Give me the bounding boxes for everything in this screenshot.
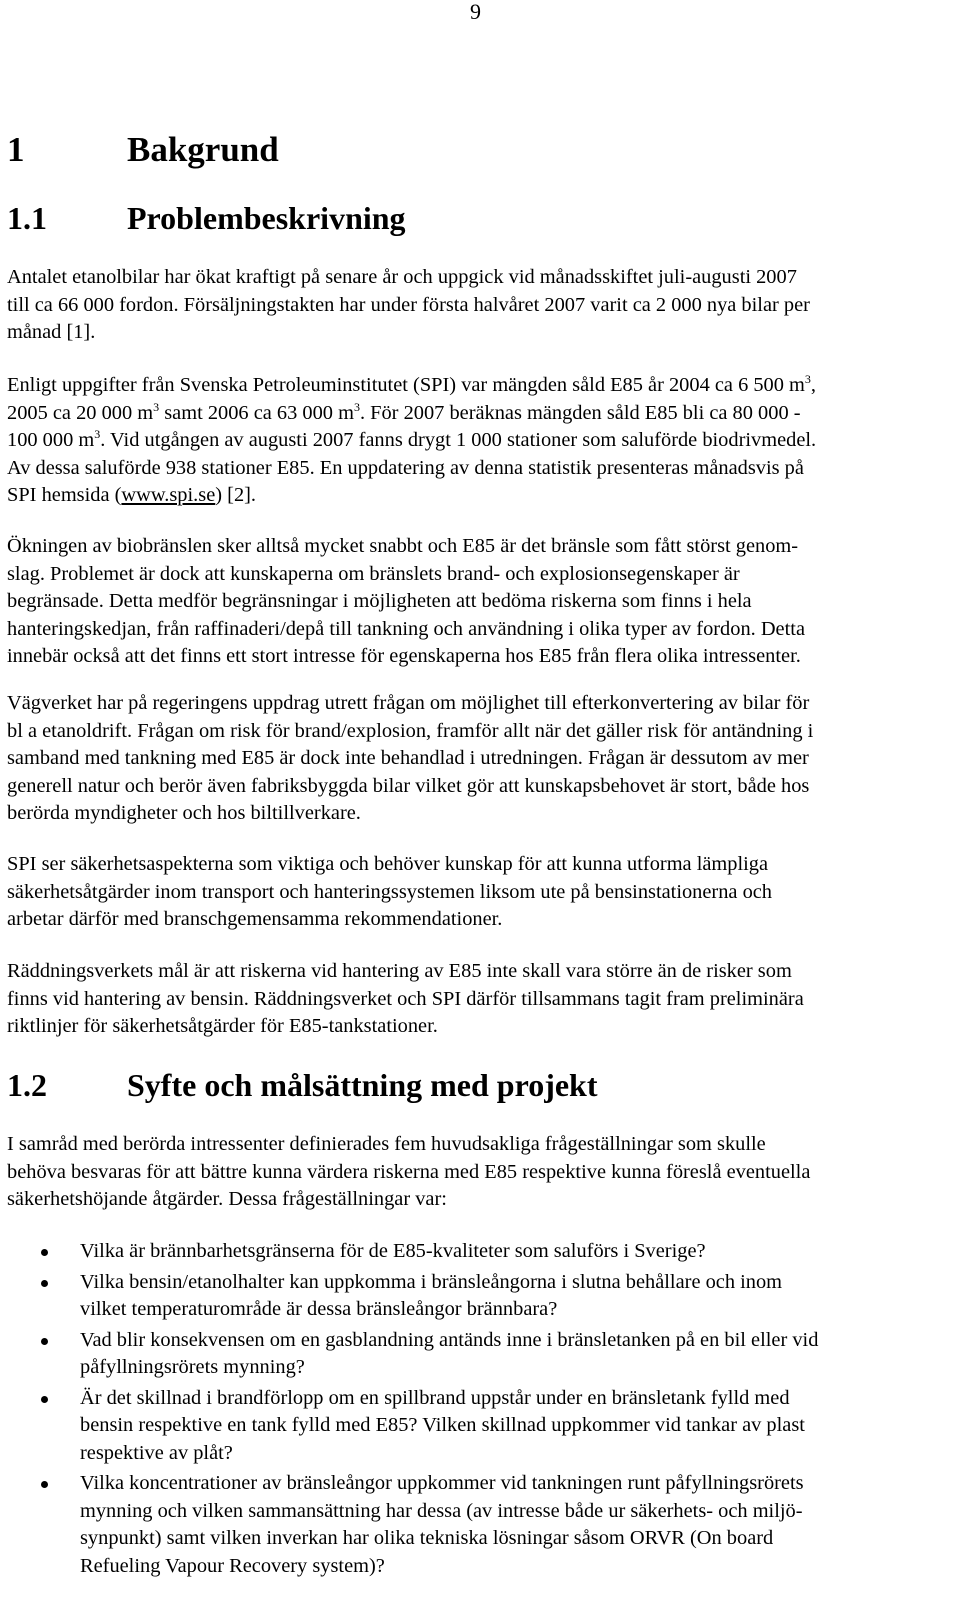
spi-website-link[interactable]: www.spi.se <box>121 484 216 506</box>
paragraph-3: Ökningen av biobränslen sker alltså mycket snabbt och E85 är det bränsle som fått störst genom- slag. Problemet är dock att kunskaperna om bränslets brand- och explosionsegenskaper är begränsade. Detta medför begränsningar i möjligheten att bedöma riskerna som finns i hela hanteringskedjan, från raffinaderi/depå till tankning och användning i olika typer av fordon. Detta innebär också att det finns ett stort intresse för egenskaperna hos E85 från flera olika intressenter. <box>7 535 805 667</box>
list-item: Vilka koncentrationer av bränsleångor uppkommer vid tankningen runt påfyllningsrörets mynning och vilken sammansättning har dessa (av intresse både ur säkerhets- och miljö- synpunkt) samt vilken inverkan har olika tekniska lösningar såsom ORVR (On board Refueling Vapour Recovery system)? <box>0 1470 960 1580</box>
heading-number: 1 <box>7 130 25 169</box>
heading-section-1-2 <box>7 1065 598 1105</box>
list-item: Vilka bensin/etanolhalter kan uppkomma i bränsleångorna i slutna behållare och inom vilket temperaturområde är dessa bränsleångor brännbara? <box>0 1269 960 1324</box>
heading-section-1-1 <box>7 198 406 238</box>
paragraph-4: Vägverket har på regeringens uppdrag utrett frågan om möjlighet till efterkonvertering av bilar för bl a etanoldrift. Frågan om risk för brand/explosion, framför allt när det gäller risk för antändning i samband med tankning med E85 är dock inte behandlad i utredningen. Frågan är dessutom av mer generell natur och berör även fabriksbyggda bilar vilket gör att kunskapsbehovet är stort, både hos berörda myndigheter och hos biltillverkare. <box>7 692 814 824</box>
list-item: Är det skillnad i brandförlopp om en spillbrand uppstår under en bränsletank fylld med bensin respektive en tank fylld med E85? Vilken skillnad uppkommer vid tankar av plast respektive av plåt? <box>0 1385 960 1468</box>
heading-chapter-1 <box>7 128 279 172</box>
bullet-icon <box>41 1249 48 1256</box>
paragraph-7: I samråd med berörda intressenter definierades fem huvudsakliga frågeställningar som skulle behöva besvaras för att bättre kunna värdera riskerna med E85 respektive kunna föreslå eventuella säkerhetshöjande åtgärder. Dessa frågeställningar var: <box>7 1133 811 1210</box>
heading-number: 1.1 <box>7 200 47 236</box>
heading-number: 1.2 <box>7 1067 47 1103</box>
paragraph-5: SPI ser säkerhetsaspekterna som viktiga och behöver kunskap för att kunna utforma lämpliga säkerhetsåtgärder inom transport och hanteringssystemen liksom ute på bensinstationerna och arbetar därför med branschgemensamma rekommendationer. <box>7 853 773 930</box>
heading-title: Bakgrund <box>127 130 279 169</box>
list-item: Vad blir konsekvensen om en gasblandning antänds inne i bränsletanken på en bil eller vid påfyllningsrörets mynning? <box>0 1327 960 1382</box>
list-item: Vilka är brännbarhetsgränserna för de E85-kvaliteter som saluförs i Sverige? <box>0 1238 960 1266</box>
page-number: 9 <box>470 0 481 24</box>
bullet-icon <box>41 1280 48 1287</box>
paragraph-1: Antalet etanolbilar har ökat kraftigt på senare år och uppgick vid månadsskiftet juli-augusti 2007 till ca 66 000 fordon. Försäljningstakten har under första halvåret 2007 varit ca 2 000 nya bilar per månad [1]. <box>7 266 810 343</box>
paragraph-6: Räddningsverkets mål är att riskerna vid hantering av E85 inte skall vara större än de risker som finns vid hantering av bensin. Räddningsverket och SPI därför tillsammans tagit fram preliminära riktlinjer för säkerhetsåtgärder för E85-tankstationer. <box>7 960 804 1037</box>
bullet-icon <box>41 1481 48 1488</box>
heading-title: Problembeskrivning <box>127 200 406 236</box>
bullet-icon <box>41 1338 48 1345</box>
bullet-icon <box>41 1396 48 1403</box>
heading-title: Syfte och målsättning med projekt <box>127 1067 598 1103</box>
question-list <box>0 1238 960 1583</box>
paragraph-2: Enligt uppgifter från Svenska Petroleuminstitutet (SPI) var mängden såld E85 år 2004 ca 6 500 $m^3$, 2005 ca 20 000 $m^3$ samt 2006 ca 63 000 $m^3$. För 2007 beräknas mängden såld E85 bli ca 80 000 - 100 000 $m^3$. Vid utgången av augusti 2007 fanns drygt 1 000 stationer som saluförde biodrivmedel. Av dessa saluförde 938 stationer E85. En uppdatering av denna statistik presenteras månadsvis på SPI hemsida (www.spi.se) [2]. <box>7 372 817 506</box>
